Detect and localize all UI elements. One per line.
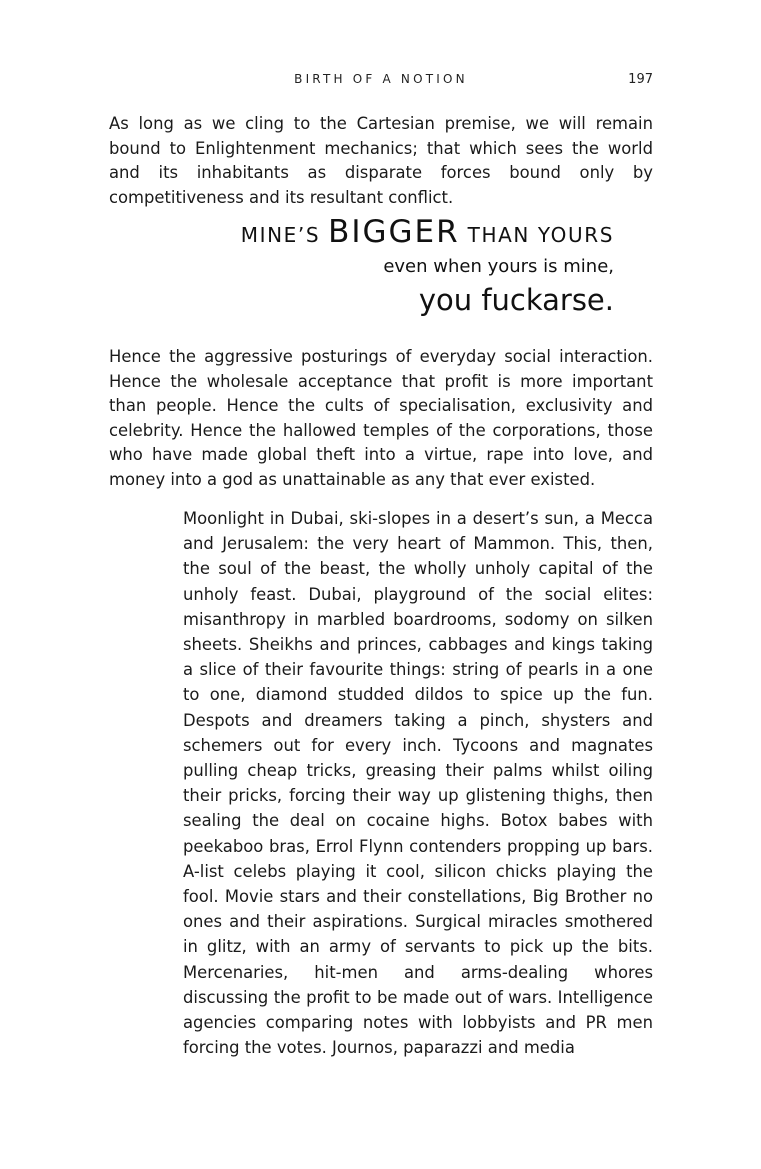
pull-quote-line-1 xyxy=(241,214,614,250)
body-paragraph-2: Hence the aggressive posturings of everyday social interaction. Hence the wholesale acceptance that profit is more important than people. Hence the cults of specialisation, exclusivity and celebrity. Hence the hallowed temples of the corporations, those who have made global theft into a virtue, rape into love, and money into a god as unattainable as any that ever existed. xyxy=(109,347,653,489)
pull-quote-line-3: you fuckarse. xyxy=(418,283,614,317)
pull-quote-line-1-pre: MINE’S xyxy=(240,223,329,247)
pull-quote-bigger: BIGGER xyxy=(328,214,460,250)
page-number: 197 xyxy=(628,72,653,87)
pull-quote-line-2: even when yours is mine, xyxy=(383,256,614,277)
body-paragraph-1: As long as we cling to the Cartesian premise, we will remain bound to Enlightenment mechanics; that which sees the world and its inhabitants as disparate forces bound only by competitiveness and its resultant conflict. xyxy=(109,114,653,207)
block-quote: Moonlight in Dubai, ski-slopes in a desert’s sun, a Mecca and Jerusalem: the very heart of Mammon. This, then, the soul of the beast, the wholly unholy capital of the unholy feast. Dubai, playground of the social elites: misanthropy in marbled boardrooms, sodomy on silken sheets. Sheikhs and princes, cabbages and kings taking a slice of their favourite things: string of pearls in a one to one, diamond studded dildos to spice up the fun. Despots and dreamers taking a pinch, shysters and schemers out for every inch. Tycoons and magnates pulling cheap tricks, greasing their palms whilst oiling their pricks, forcing their way up glistening thighs, then sealing the deal on cocaine highs. Botox babes with peekaboo bras, Errol Flynn contenders propping up bars. A-list celebs playing it cool, silicon chicks playing the fool. Movie stars and their constellations, Big Brother no ones and their aspirations. Surgical miracles smothered in glitz, with an army of servants to pick up the bits. Mercenaries, hit-men and arms-dealing whores discussing the profit to be made out of wars. Intelligence agencies comparing notes with lobbyists and PR men forcing the votes. Journos, paparazzi and media xyxy=(183,509,653,1058)
running-title: BIRTH OF A NOTION xyxy=(294,72,468,86)
pull-quote-line-1-post: THAN YOURS xyxy=(459,223,614,247)
running-head xyxy=(109,72,653,94)
